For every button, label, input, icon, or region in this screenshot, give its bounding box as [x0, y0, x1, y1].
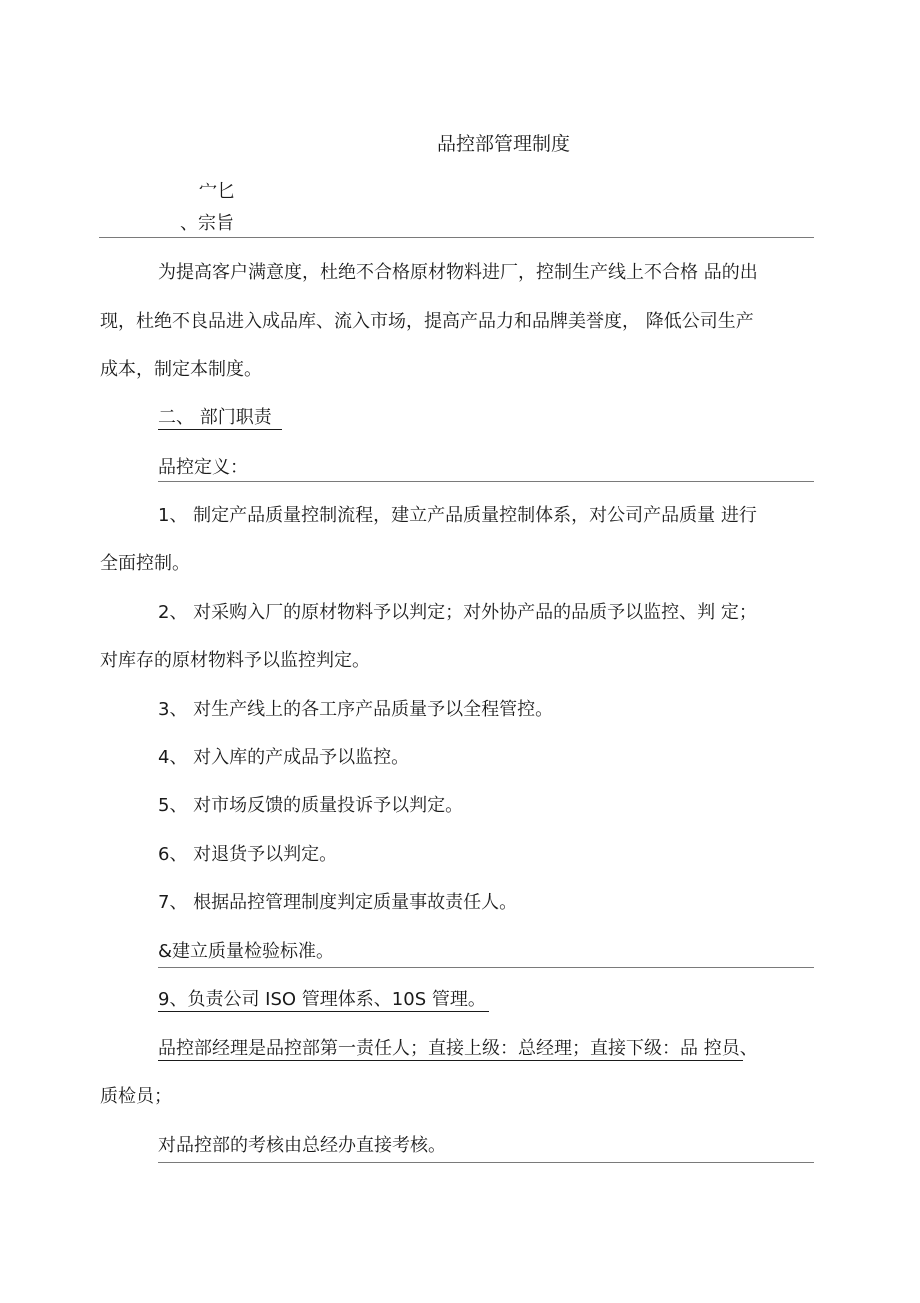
purpose-paragraph-line: 成本，制定本制度。 [100, 359, 262, 380]
heading-underline [158, 429, 282, 430]
definition-label: 品控定义： [158, 457, 248, 478]
section-heading-purpose: 、宗旨 [180, 213, 234, 234]
divider [158, 967, 814, 968]
duty-item-continuation: 全面控制。 [100, 553, 190, 574]
item-underline [158, 1011, 489, 1012]
divider [158, 481, 814, 482]
duty-item: 2、 对采购入厂的原材物料予以判定；对外协产品的品质予以监控、判 定； [158, 602, 757, 623]
duty-item: 5、 对市场反馈的质量投诉予以判定。 [158, 795, 464, 816]
garbled-section-mark: 宀匕 [199, 181, 235, 202]
document-title: 品控部管理制度 [437, 133, 571, 155]
divider [158, 1162, 814, 1163]
divider [99, 237, 814, 238]
reporting-line-continuation: 质检员； [100, 1086, 172, 1107]
duty-item: 9、负责公司 ISO 管理体系、10S 管理。 [158, 989, 486, 1010]
purpose-paragraph-line: 为提高客户满意度，杜绝不合格原材物料进厂，控制生产线上不合格 品的出 [158, 262, 758, 283]
section-heading-duties: 二、 部门职责 [158, 407, 272, 428]
purpose-paragraph-line: 现，杜绝不良品进入成品库、流入市场，提高产品力和品牌美誉度， 降低公司生产 [100, 311, 754, 332]
duty-item: 6、 对退货予以判定。 [158, 844, 338, 865]
duty-item: 3、 对生产线上的各工序产品质量予以全程管控。 [158, 699, 554, 720]
duty-item-continuation: 对库存的原材物料予以监控判定。 [100, 650, 370, 671]
reporting-line: 品控部经理是品控部第一责任人；直接上级：总经理；直接下级：品 控员、 [158, 1038, 758, 1059]
reporting-underline [158, 1060, 743, 1061]
duty-item: &建立质量检验标准。 [158, 941, 335, 962]
assessment-line: 对品控部的考核由总经办直接考核。 [158, 1135, 446, 1156]
duty-item: 4、 对入库的产成品予以监控。 [158, 747, 410, 768]
duty-item: 7、 根据品控管理制度判定质量事故责任人。 [158, 892, 518, 913]
duty-item: 1、 制定产品质量控制流程，建立产品质量控制体系，对公司产品质量 进行 [158, 505, 757, 526]
